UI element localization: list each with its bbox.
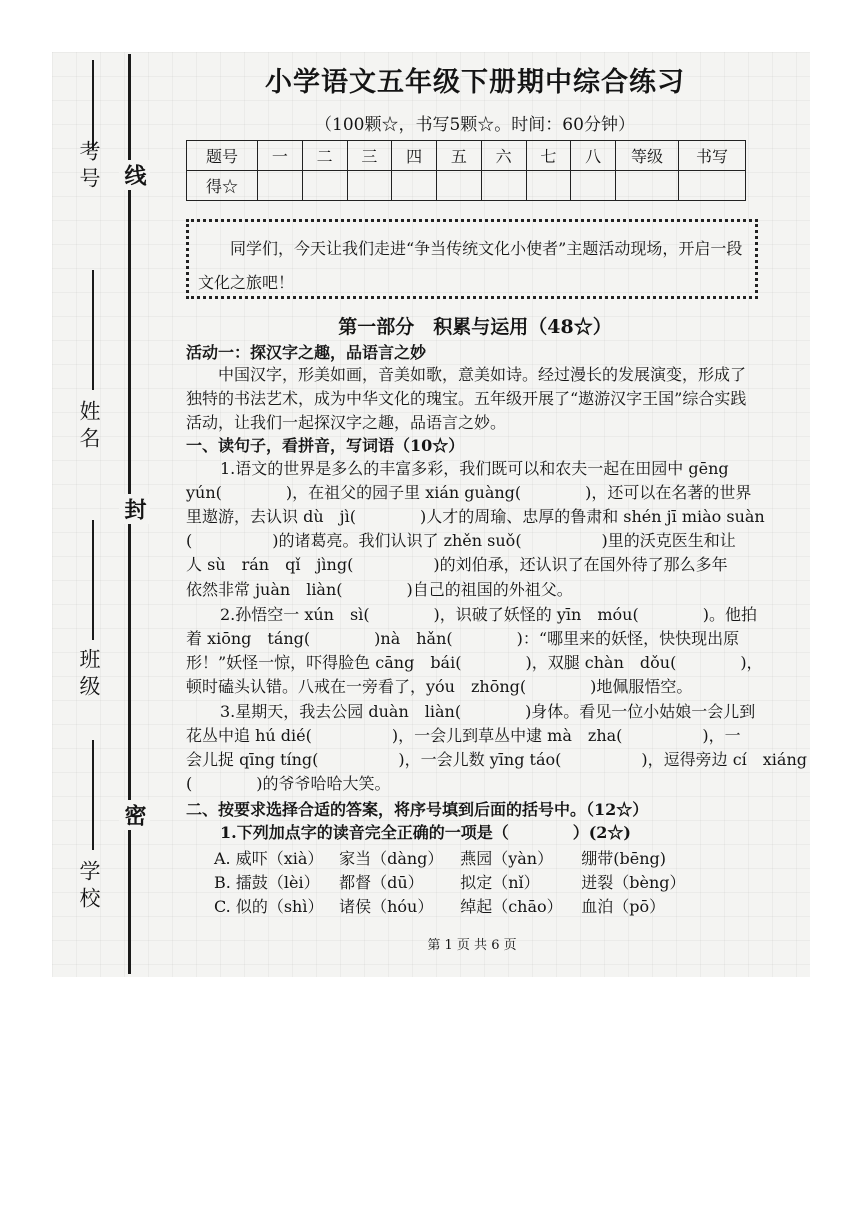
score-cell[interactable] [571, 171, 616, 201]
question-line: 2.孙悟空一 xún sì( )，识破了妖怪的 yīn móu( )。他拍 [220, 605, 757, 624]
score-table-score-row [187, 171, 746, 201]
name-label: 姓名 [77, 400, 101, 454]
option-b [214, 870, 686, 893]
question-line: ( )的爷爷哈哈大笑。 [186, 774, 391, 793]
table-cell: 等级 [616, 141, 679, 171]
class-label: 班级 [77, 648, 101, 702]
question-line: 着 xiōng táng( )nà hǎn( )：“哪里来的妖怪，快快现出原 [186, 629, 740, 648]
option-item: 迸裂（bèng） [581, 873, 686, 892]
score-cell[interactable] [526, 171, 571, 201]
exam-no-label: 考号 [77, 140, 101, 194]
option-item: 血泊（pō） [581, 897, 666, 916]
question-line: 人 sù rán qǐ jìng( )的刘伯承，还认识了在国外待了那么多年 [186, 555, 728, 574]
score-cell[interactable] [437, 171, 482, 201]
question-one-title: 一、读句子，看拼音，写词语（10☆） [186, 436, 465, 455]
school-underline [92, 740, 94, 850]
question-line: 会儿捉 qīng tíng( )，一会儿数 yīng táo( )，逗得旁边 cí xiáng [186, 750, 808, 769]
table-cell: 四 [392, 141, 437, 171]
table-cell: 得☆ [187, 171, 258, 201]
page-footer: 第 1 页 共 6 页 [427, 938, 517, 953]
table-cell: 书写 [679, 141, 746, 171]
option-item: 燕园（yàn） [460, 849, 554, 868]
option-item: 都督（dū） [339, 873, 424, 892]
question-two-sub: 1.下列加点字的读音完全正确的一项是（ ）(2☆) [220, 823, 631, 842]
score-cell[interactable] [392, 171, 437, 201]
option-item: 诸侯（hóu） [339, 897, 434, 916]
option-c [214, 894, 665, 917]
table-cell: 题号 [187, 141, 258, 171]
name-underline [92, 270, 94, 390]
score-cell[interactable] [616, 171, 679, 201]
intro-text: 同学们，今天让我们走进“争当传统文化小使者”主题活动现场，开启一段文化之旅吧！ [198, 239, 743, 292]
table-cell: 二 [302, 141, 347, 171]
option-item: A. 威吓（xià） [214, 849, 324, 868]
option-item: C. 似的（shì） [214, 897, 324, 916]
exam-no-underline [92, 60, 94, 150]
binding-mark-seal: 封 [119, 494, 150, 524]
question-two-title: 二、按要求选择合适的答案，将序号填到后面的括号中。（12☆） [186, 800, 649, 819]
score-cell[interactable] [481, 171, 526, 201]
question-line: 形！”妖怪一惊，吓得脸色 cāng bái( )，双腿 chàn dǒu( )， [186, 653, 763, 672]
table-cell: 八 [571, 141, 616, 171]
exam-title: 小学语文五年级下册期中综合练习 [265, 67, 685, 98]
binding-mark-line: 线 [119, 160, 150, 190]
part-one-title: 第一部分 积累与运用（48☆） [338, 316, 612, 338]
activity-text: 中国汉字，形美如画，音美如歌，意美如诗。经过漫长的发展演变，形成了独特的书法艺术，成为中华文化的瑰宝。五年级开展了“遨游汉字王国”综合实践活动，让我们一起探汉字之趣，品语言之妙。 [186, 365, 747, 432]
question-line: 花丛中追 hú dié( )，一会儿到草丛中逮 mà zha( )，一 [186, 726, 741, 745]
question-line: 里遨游，去认识 dù jì( )人才的周瑜、忠厚的鲁肃和 shén jī miào suàn [186, 507, 765, 526]
exam-subtitle: （100颗☆，书写5颗☆。时间：60分钟） [315, 115, 635, 135]
option-item: B. 擂鼓（lèi） [214, 873, 320, 892]
question-line: yún( )，在祖父的园子里 xián guàng( )，还可以在名著的世界 [186, 483, 752, 502]
option-item: 绰起（chāo） [460, 897, 563, 916]
score-cell[interactable] [302, 171, 347, 201]
question-line: 依然非常 juàn liàn( )自己的祖国的外祖父。 [186, 580, 573, 599]
score-cell[interactable] [258, 171, 303, 201]
table-cell: 五 [437, 141, 482, 171]
score-cell[interactable] [679, 171, 746, 201]
table-cell: 一 [258, 141, 303, 171]
table-cell: 六 [481, 141, 526, 171]
option-item: 绷带(bēng) [581, 849, 667, 868]
score-table-header-row [187, 141, 746, 171]
binding-mark-secret: 密 [119, 800, 150, 830]
score-table [186, 140, 746, 201]
activity-title: 活动一：探汉字之趣，品语言之妙 [186, 343, 427, 362]
option-item: 家当（dàng） [339, 849, 444, 868]
school-label: 学校 [77, 860, 101, 914]
question-line: 顿时磕头认错。八戒在一旁看了，yóu zhōng( )地佩服悟空。 [186, 677, 693, 696]
class-underline [92, 520, 94, 640]
option-a [214, 846, 666, 869]
table-cell: 七 [526, 141, 571, 171]
question-line: 1.语文的世界是多么的丰富多彩，我们既可以和农夫一起在田园中 gēng [220, 459, 729, 478]
question-line: 3.星期天，我去公园 duàn liàn( )身体。看见一位小姑娘一会儿到 [220, 702, 756, 721]
option-item: 拟定（nǐ） [460, 873, 540, 892]
question-line: ( )的诸葛亮。我们认识了 zhěn suǒ( )里的沃克医生和让 [186, 531, 736, 550]
score-cell[interactable] [347, 171, 392, 201]
table-cell: 三 [347, 141, 392, 171]
